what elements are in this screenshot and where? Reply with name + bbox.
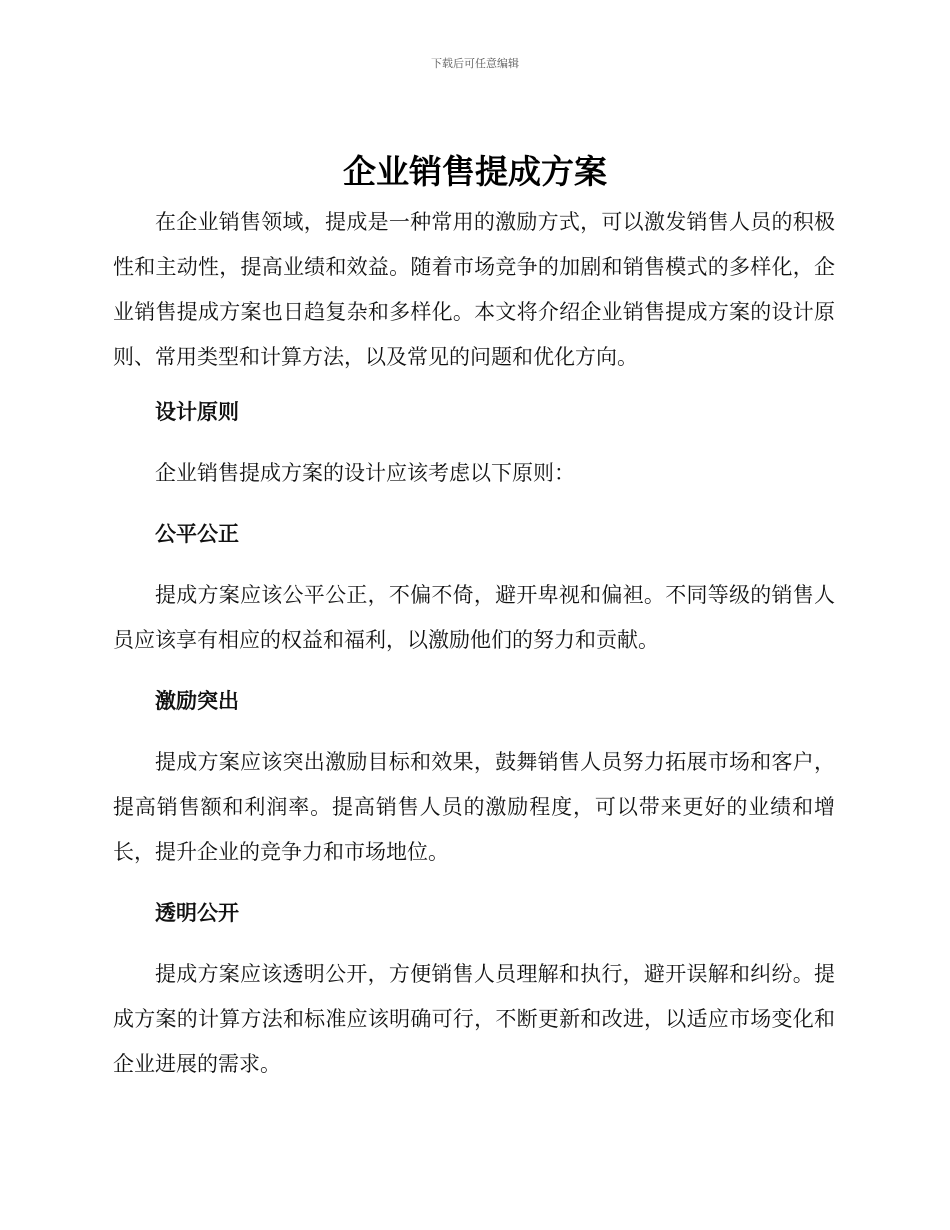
page-title: 企业销售提成方案: [343, 152, 607, 191]
section-heading: 设计原则: [155, 400, 239, 424]
principle-heading-transparency: 透明公开: [155, 901, 239, 925]
principle-text-transparency: 提成方案应该透明公开，方便销售人员理解和执行，避开误解和纠纷。提成方案的计算方法和标准应该明确可行，不断更新和改进，以适应市场变化和企业进展的需求。: [113, 962, 835, 1076]
section-lead: 企业销售提成方案的设计应该考虑以下原则：: [155, 461, 575, 485]
principle-text-incentive: 提成方案应该突出激励目标和效果，鼓舞销售人员努力拓展市场和客户，提高销售额和利润率。提高销售人员的激励程度，可以带来更好的业绩和增长，提升企业的竞争力和市场地位。: [113, 750, 835, 864]
document-body: [113, 200, 835, 1087]
principle-heading-incentive: 激励突出: [155, 689, 239, 713]
principle-text-fairness: 提成方案应该公平公正，不偏不倚，避开卑视和偏袒。不同等级的销售人员应该享有相应的权益和福利，以激励他们的努力和贡献。: [113, 583, 835, 652]
header-note: 下载后可任意编辑: [431, 57, 519, 70]
principle-heading-fairness: 公平公正: [155, 522, 239, 546]
intro-paragraph: 在企业销售领域，提成是一种常用的激励方式，可以激发销售人员的积极性和主动性，提高业绩和效益。随着市场竞争的加剧和销售模式的多样化，企业销售提成方案也日趋复杂和多样化。本文将介绍企业销售提成方案的设计原则、常用类型和计算方法，以及常见的问题和优化方向。: [113, 210, 835, 369]
